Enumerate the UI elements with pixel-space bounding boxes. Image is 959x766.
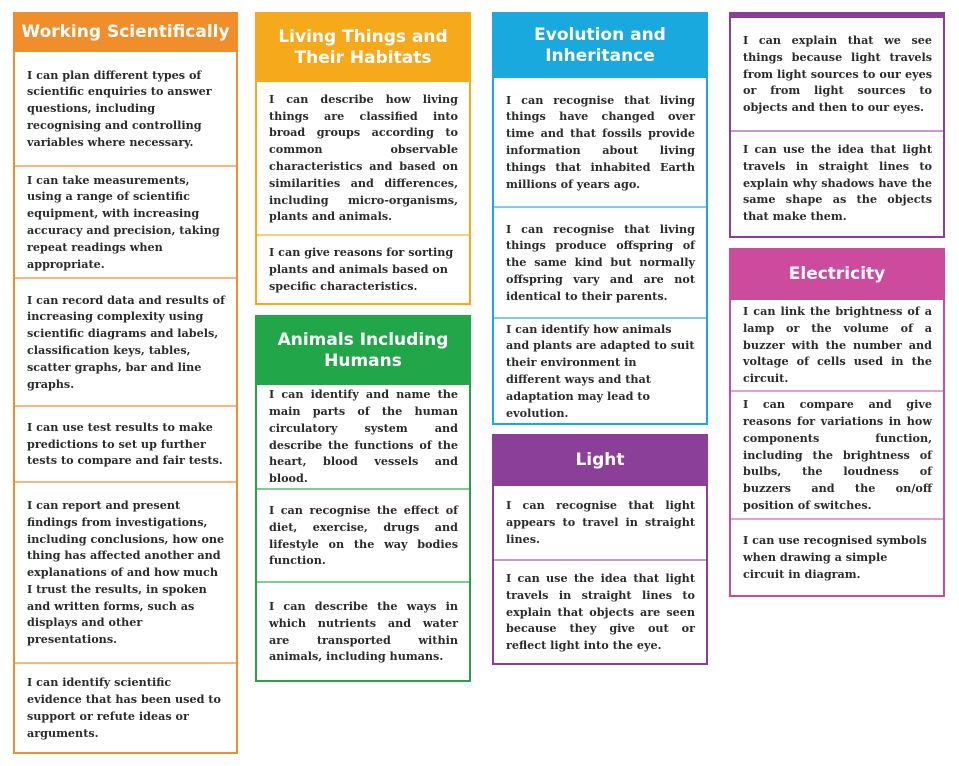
statement-item: I can recognise that living things produce offspring of the same kind but normally offspring vary and are not identical to their parents. bbox=[494, 206, 706, 317]
living-things-title: Living Things and Their Habitats bbox=[257, 14, 469, 82]
statement-item: I can recognise that light appears to travel in straight lines. bbox=[506, 498, 695, 546]
statement-item: I can recognise the effect of diet, exercise, drugs and lifestyle on the way bodies function. bbox=[257, 488, 469, 581]
working-scientifically-panel bbox=[13, 12, 238, 754]
statement-item: I can record data and results of increasing complexity using scientific diagrams and labels, classification keys, tables, scatter graphs, bar and line graphs. bbox=[15, 277, 236, 405]
statement-item: I can explain that we see things because light travels from light sources to our eyes or from light sources to objects and then to our eyes. bbox=[743, 33, 932, 115]
electricity-title: Electricity bbox=[731, 250, 943, 300]
statement-item: I can identify scientific evidence that has been used to support or refute ideas or arguments. bbox=[15, 662, 236, 752]
statement-item: I can identify how animals and plants are adapted to suit their environment in different ways and that adaptation may lead to evolution. bbox=[494, 317, 706, 423]
statement-item: I can describe the ways in which nutrients and water are transported within animals, including humans. bbox=[257, 581, 469, 680]
statement-item: I can give reasons for sorting plants and animals based on specific characteristics. bbox=[257, 234, 469, 303]
statement-item: I can identify and name the main parts of the human circulatory system and describe the functions of the heart, blood vessels and blood. bbox=[269, 387, 458, 486]
statement-item: I can use recognised symbols when drawing a simple circuit in diagram. bbox=[731, 518, 943, 595]
statement-item: I can use the idea that light travels in straight lines to explain why shadows have the same shape as the objects that make them. bbox=[731, 130, 943, 234]
statement-item: I can recognise that living things have changed over time and that fossils provide information about living things that inhabited Earth millions of years ago. bbox=[506, 92, 695, 191]
evolution-title: Evolution and Inheritance bbox=[494, 14, 706, 78]
statement-item: I can take measurements, using a range of scientific equipment, with increasing accuracy and precision, taking repeat readings when appropriate. bbox=[15, 165, 236, 277]
animals-title: Animals Including Humans bbox=[257, 317, 469, 385]
statement-item: I can describe how living things are classified into broad groups according to common observable characteristics and based on similarities and differences, including micro-organisms, plants and animals. bbox=[269, 91, 458, 224]
light-title: Light bbox=[494, 436, 706, 486]
animals-panel bbox=[255, 315, 471, 682]
statement-item: I can report and present findings from investigations, including conclusions, how one thing has affected another and explanations of and how much I trust the results, in spoken and written forms, such as displays and other presentations. bbox=[15, 481, 236, 662]
statement-item: I can link the brightness of a lamp or the volume of a buzzer with the number and voltage of cells used in the circuit. bbox=[743, 304, 932, 386]
statement-item: I can use the idea that light travels in straight lines to explain that objects are seen because they give out or reflect light into the eye. bbox=[494, 559, 706, 663]
working-scientifically-title: Working Scientifically bbox=[15, 14, 236, 52]
living-things-panel bbox=[255, 12, 471, 305]
statement-item: I can plan different types of scientific enquiries to answer questions, including recognising and controlling variables where necessary. bbox=[27, 67, 212, 149]
light-panel bbox=[492, 434, 708, 665]
light-continued-panel bbox=[729, 12, 945, 238]
electricity-panel bbox=[729, 248, 945, 597]
statement-item: I can use test results to make predictions to set up further tests to compare and fair tests. bbox=[15, 405, 236, 481]
evolution-panel bbox=[492, 12, 708, 425]
statement-item: I can compare and give reasons for variations in how components function, including the brightness of bulbs, the loudness of buzzers and the on/off position of switches. bbox=[731, 390, 943, 518]
